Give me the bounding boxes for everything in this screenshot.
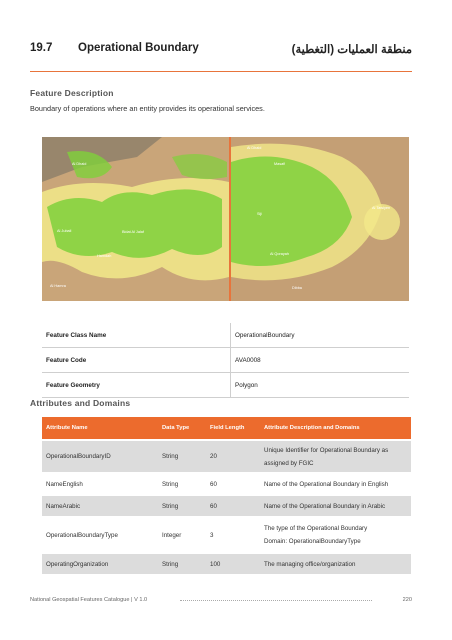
section-number: 19.7 bbox=[30, 42, 53, 54]
feature-code-key: Feature Code bbox=[42, 348, 231, 373]
feature-code-row bbox=[42, 348, 409, 373]
attribute-type: Integer bbox=[158, 518, 206, 552]
attribute-length: 60 bbox=[206, 474, 260, 494]
attribute-length: 3 bbox=[206, 518, 260, 552]
attribute-description: Name of the Operational Boundary in Arabic bbox=[260, 496, 411, 516]
map-place-label-right: Masafi bbox=[274, 162, 286, 166]
map-place-label-left: Al Jubail bbox=[57, 229, 72, 233]
section-title: Operational Boundary bbox=[78, 42, 199, 54]
attributes-header-row bbox=[42, 417, 411, 439]
attribute-name: OperatingOrganization bbox=[42, 554, 158, 574]
attribute-description bbox=[260, 441, 411, 472]
attribute-name: NameEnglish bbox=[42, 474, 158, 494]
footer-title: National Geospatial Features Catalogue | V 1.0 bbox=[30, 597, 148, 603]
attribute-description bbox=[260, 518, 411, 552]
feature-class-row bbox=[42, 323, 409, 348]
left-coverage-polygon bbox=[47, 189, 222, 257]
feature-geometry-row bbox=[42, 373, 409, 398]
section-header bbox=[30, 42, 412, 58]
operational-boundary-map bbox=[42, 137, 409, 301]
feature-class-value: OperationalBoundary bbox=[231, 323, 410, 348]
attribute-length: 100 bbox=[206, 554, 260, 574]
attribute-length: 60 bbox=[206, 496, 260, 516]
map-place-label-left: Hamdah bbox=[97, 254, 112, 258]
attribute-length: 20 bbox=[206, 441, 260, 472]
header-divider bbox=[30, 71, 412, 72]
feature-description-text: Boundary of operations where an entity provides its operational services. bbox=[30, 104, 265, 113]
table-row bbox=[42, 554, 411, 574]
feature-class-table bbox=[42, 323, 409, 398]
map-place-label-right: Al Dhaid bbox=[247, 146, 262, 150]
footer-dot-leader bbox=[180, 600, 372, 601]
map-divider bbox=[229, 137, 231, 301]
map-place-label-left: Al Dhaid bbox=[72, 162, 87, 166]
column-header: Data Type bbox=[158, 417, 206, 439]
table-row bbox=[42, 474, 411, 494]
attribute-type: String bbox=[158, 496, 206, 516]
map-place-label-right: Al Qorayah bbox=[270, 252, 289, 256]
feature-class-key: Feature Class Name bbox=[42, 323, 231, 348]
attribute-description: The managing office/organization bbox=[260, 554, 411, 574]
map-place-label-left: Bidat Al Jalaf bbox=[122, 230, 144, 234]
description-line: assigned by FGIC bbox=[264, 459, 314, 467]
table-row bbox=[42, 518, 411, 552]
map-place-label-right: Siji bbox=[257, 212, 263, 216]
attributes-table bbox=[42, 415, 411, 576]
table-row bbox=[42, 441, 411, 472]
column-header: Attribute Name bbox=[42, 417, 158, 439]
feature-geometry-value: Polygon bbox=[231, 373, 410, 398]
attributes-heading: Attributes and Domains bbox=[30, 398, 131, 408]
map-place-label-left: Al Hamra bbox=[50, 284, 66, 288]
column-header: Attribute Description and Domains bbox=[260, 417, 411, 439]
feature-description-heading: Feature Description bbox=[30, 88, 114, 98]
description-line: The type of the Operational Boundary bbox=[264, 525, 368, 532]
attribute-type: String bbox=[158, 441, 206, 472]
map-place-label-right: Dibba bbox=[292, 286, 302, 290]
section-title-arabic: منطقة العمليات (التغطية) bbox=[291, 44, 412, 56]
description-line: Unique Identifier for Operational Boundary as bbox=[264, 446, 389, 454]
attribute-name: NameArabic bbox=[42, 496, 158, 516]
attribute-name: OperationalBoundaryType bbox=[42, 518, 158, 552]
feature-code-value: AVA0008 bbox=[231, 348, 410, 373]
feature-geometry-key: Feature Geometry bbox=[42, 373, 231, 398]
map-place-label-right: Al Tawiyen bbox=[372, 206, 391, 210]
page-number: 220 bbox=[402, 597, 412, 603]
map-svg bbox=[42, 137, 409, 301]
table-row bbox=[42, 496, 411, 516]
column-header: Field Length bbox=[206, 417, 260, 439]
attribute-name: OperationalBoundaryID bbox=[42, 441, 158, 472]
attribute-description: Name of the Operational Boundary in English bbox=[260, 474, 411, 494]
attribute-type: String bbox=[158, 474, 206, 494]
description-line: Domain: OperationalBoundaryType bbox=[264, 538, 361, 545]
attribute-type: String bbox=[158, 554, 206, 574]
